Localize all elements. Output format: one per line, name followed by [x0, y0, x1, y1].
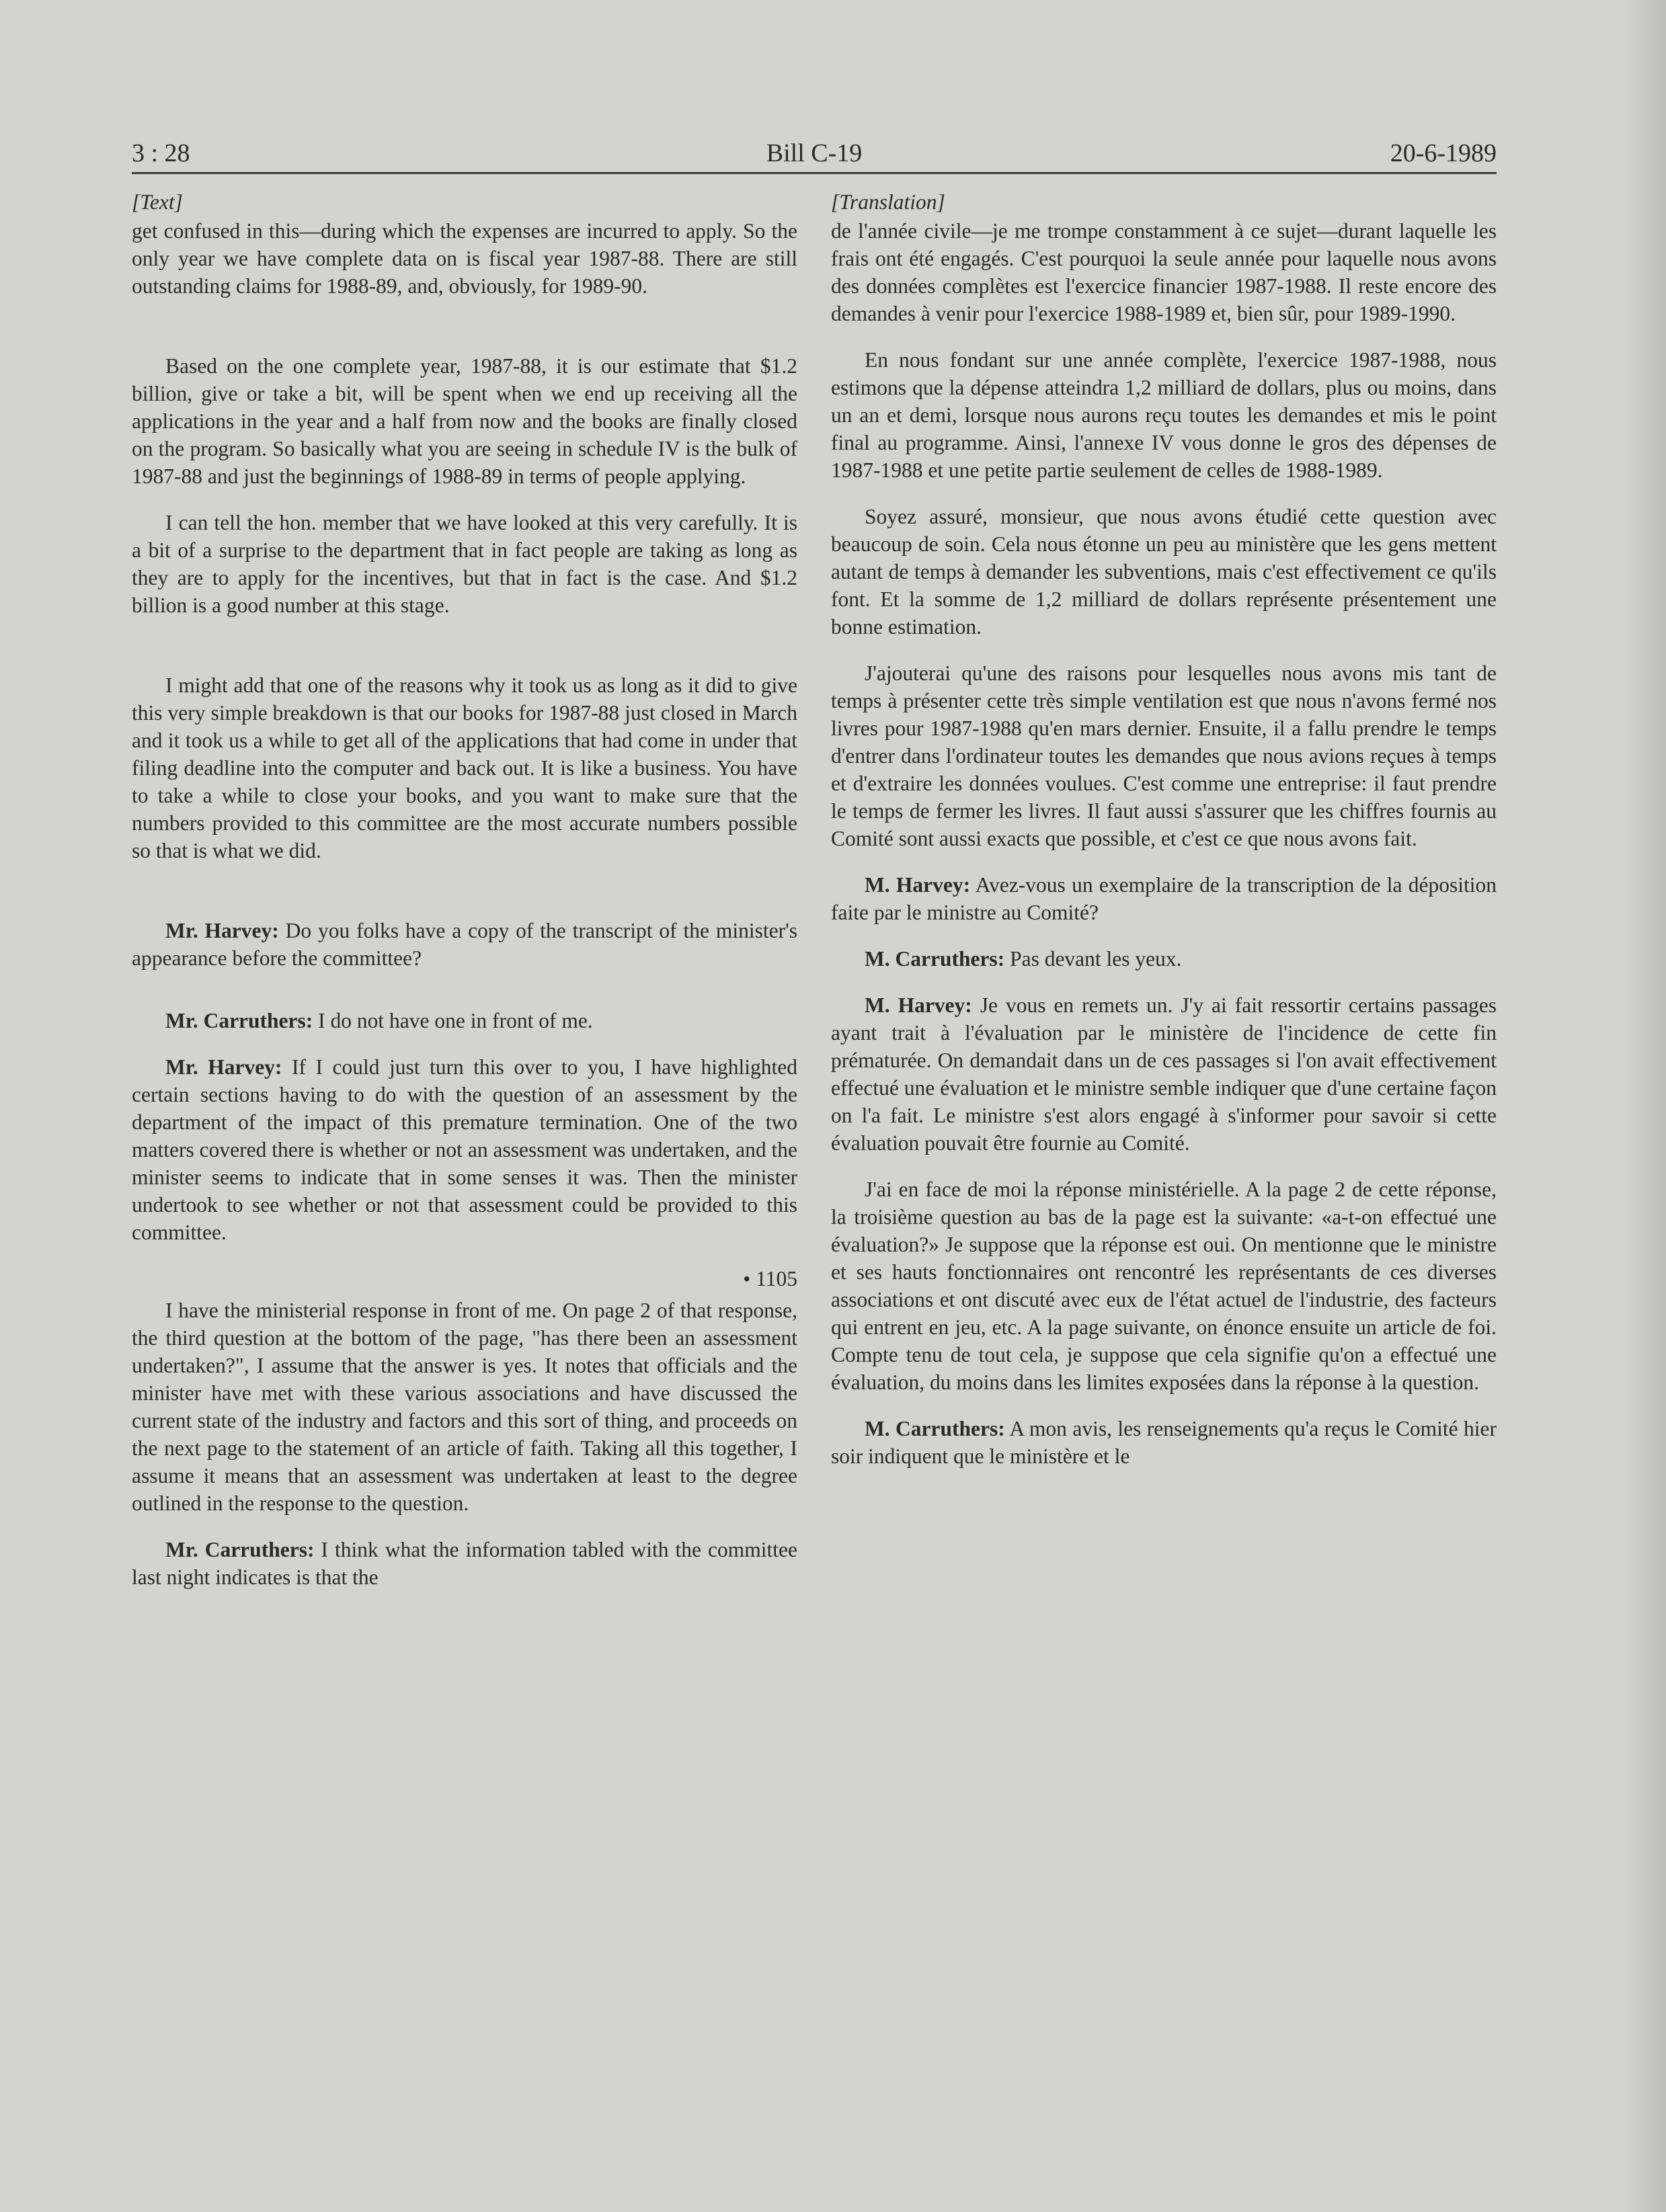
paragraph: get confused in this—during which the expenses are incurred to apply. So the only year we have complete data on is fiscal year 1987-88. There are still outstanding claims for 1988-89, and, obviously, for 1989-90. [132, 219, 797, 298]
speaker-name: Mr. Carruthers: [165, 1009, 313, 1032]
speech-text: Je vous en remets un. J'y ai fait ressortir certains passages ayant trait à l'évaluation par le ministère de l'incidence de cette fin prématurée. On demandait dans un de ces passages si l'on avait effectivement effectué une évaluation et le ministre semble indiquer que d'une certaine façon on l'a fait. Le ministre s'est alors engagé à s'informer pour savoir si cette évaluation pouvait être fournie au Comité. [831, 993, 1497, 1155]
speaker-name: M. Harvey: [865, 873, 971, 897]
speech-text: A mon avis, les renseignements qu'a reçus le Comité hier soir indiquent que le ministère et le [831, 1417, 1497, 1468]
speaker-name: Mr. Harvey: [165, 1055, 282, 1079]
speaker-name: M. Carruthers: [865, 947, 1005, 971]
speech [132, 1007, 797, 1034]
paragraph: de l'année civile—je me trompe constamment à ce sujet—durant laquelle les frais ont été engagés. C'est pourquoi la seule année pour laquelle nous avons des données complètes est l'exercice financier 1987-1988. Il reste encore des demandes à venir pour l'exercice 1988-1989 et, bien sûr, pour 1989-1990. [831, 219, 1497, 325]
page-header [132, 134, 1497, 174]
speech-text: Avez-vous un exemplaire de la transcription de la déposition faite par le ministre au Comité? [831, 873, 1497, 924]
paragraph: I have the ministerial response in front of me. On page 2 of that response, the third question at the bottom of the page, "has there been an assessment undertaken?", I assume that the answer is yes. It notes that officials and the minister have met with these various associations and have discussed the current state of the industry and factors and this sort of thing, and proceeds on the next page to the statement of an article of faith. Taking all this together, I assume it means that an assessment was undertaken at least to the degree outlined in the response to the question. [132, 1299, 797, 1515]
paragraph: I might add that one of the reasons why it took us as long as it did to give this very simple breakdown is that our books for 1987-88 just closed in March and it took us a while to get all of the applications that had come in under that filing deadline into the computer and back out. It is like a business. You have to take a while to close your books, and you want to make sure that the numbers provided to this committee are the most accurate numbers possible so that is what we did. [132, 673, 797, 862]
speaker-name: M. Harvey: [865, 993, 972, 1017]
header-date: 20-6-1989 [1390, 139, 1497, 167]
paragraph: En nous fondant sur une année complète, l'exercice 1987-1988, nous estimons que la dépense atteindra 1,2 milliard de dollars, plus ou moins, dans un an et demi, lorsque nous aurons reçu toutes les demandes et mis le point final au programme. Ainsi, l'annexe IV vous donne le gros des dépenses de 1987-1988 et une petite partie seulement de celles de 1988-1989. [831, 348, 1497, 482]
speech-text: Pas devant les yeux. [1010, 947, 1182, 971]
translation-tag: [Translation] [831, 190, 945, 214]
french-column [831, 188, 1497, 1489]
speech [132, 1053, 797, 1246]
speech-text: If I could just turn this over to you, I have highlighted certain sections having to do with the question of an assessment by the department of the impact of this premature termination. One of the two matters covered there is whether or not an assessment was undertaken, and the minister seems to indicate that in some senses it was. Then the minister undertook to see whether or not that assessment could be provided to this committee. [132, 1055, 798, 1244]
bill-title: Bill C-19 [766, 139, 863, 167]
paragraph: Based on the one complete year, 1987-88, it is our estimate that $1.2 billion, give or take a bit, will be spent when we end up receiving all the applications in the year and a half from now and the books are finally closed on the program. So basically what you are seeing in schedule IV is the bulk of 1987-88 and just the beginnings of 1988-89 in terms of people applying. [132, 354, 797, 488]
speech [831, 1415, 1497, 1470]
speech-text: I do not have one in front of me. [318, 1009, 593, 1032]
speech-text: I think what the information tabled with the committee last night indicates is that the [132, 1538, 798, 1589]
speech-text: Do you folks have a copy of the transcript of the minister's appearance before the committee? [132, 919, 798, 970]
speech [831, 871, 1497, 926]
page-number: 3 : 28 [132, 139, 190, 167]
speaker-name: Mr. Carruthers: [165, 1538, 315, 1561]
paragraph: I can tell the hon. member that we have looked at this very carefully. It is a bit of a surprise to the department that in fact people are taking as long as they are to apply for the incentives, but that in fact is the case. And $1.2 billion is a good number at this stage. [132, 511, 797, 617]
speaker-name: Mr. Harvey: [165, 919, 279, 942]
text-tag: [Text] [132, 190, 183, 214]
speech [132, 1536, 797, 1591]
paragraph: Soyez assuré, monsieur, que nous avons étudié cette question avec beaucoup de soin. Cela nous étonne un peu au ministère que les gens mettent autant de temps à demander les subventions, mais c'est effectivement ce qu'ils font. Et la somme de 1,2 milliard de dollars représente présentement une bonne estimation. [831, 505, 1497, 639]
english-column [132, 188, 797, 1610]
paragraph: J'ai en face de moi la réponse ministérielle. A la page 2 de cette réponse, la troisième question au bas de la page est la suivante: «a-t-on effectué une évaluation?» Je suppose que la réponse est oui. On mentionne que le ministre et ses hauts fonctionnaires ont rencontré les représentants de ces diverses associations et ont discuté avec eux de l'état actuel de l'industrie, des facteurs qui entrent en jeu, etc. A la page suivante, on énonce ensuite un article de foi. Compte tenu de tout cela, je suppose que cela signifie qu'on a effectué une évaluation, du moins dans les limites exposées dans la réponse à la question. [831, 1178, 1497, 1394]
speech [132, 917, 797, 972]
paragraph: J'ajouterai qu'une des raisons pour lesquelles nous avons mis tant de temps à présenter cette très simple ventilation est que nous n'avons fermé nos livres pour 1987-1988 qu'en mars dernier. Ensuite, il a fallu prendre le temps d'entrer dans l'ordinateur toutes les demandes que nous avions reçues à temps et d'extraire les données voulues. C'est comme une entreprise: il faut prendre le temps de fermer les livres. Il faut aussi s'assurer que les chiffres fournis au Comité sont aussi exacts que possible, et c'est ce que nous avons fait. [831, 661, 1497, 850]
speaker-name: M. Carruthers: [865, 1417, 1005, 1440]
time-marker: • 1105 [743, 1267, 797, 1291]
page-edge-shadow [1626, 0, 1666, 2212]
speech [831, 945, 1497, 973]
speech [831, 991, 1497, 1157]
